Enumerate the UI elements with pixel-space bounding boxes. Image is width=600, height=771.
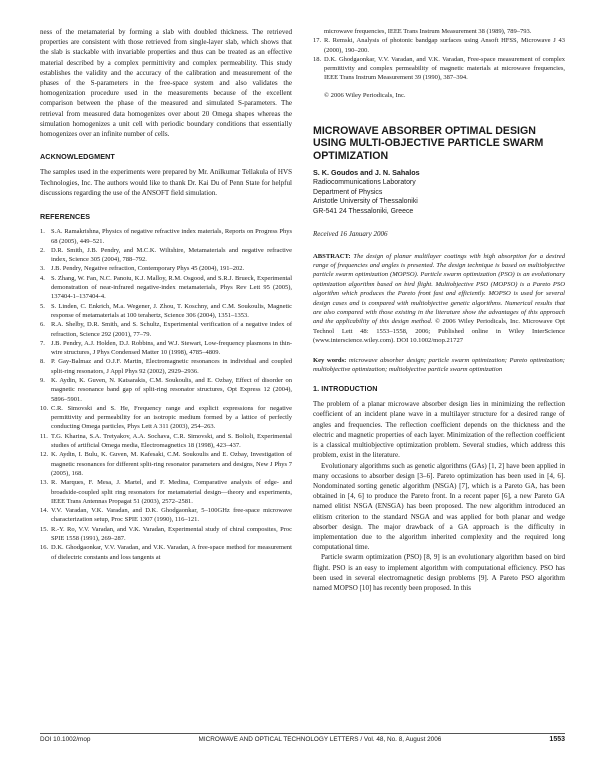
- reference-text: S. Zhang, W. Fan, N.C. Panoiu, K.J. Malloy, R.M. Osgood, and S.R.J. Brueck, Experimental demonstration of near-infrared negative-index metamaterials, Phys Rev Lett 95 (2005), 137404-1–137404-4.: [51, 274, 292, 301]
- reference-list-continued: [313, 27, 565, 36]
- reference-item: [40, 432, 292, 451]
- reference-number: 10.: [40, 404, 49, 412]
- reference-text: R. Remski, Analysis of photonic bandgap surfaces using Ansoft HFSS, Microwave J 43 (2000), 190–200.: [324, 37, 565, 54]
- affiliation-line: GR-541 24 Thessaloniki, Greece: [313, 207, 414, 215]
- article-authors: S. K. Goudos and J. N. Sahalos: [313, 168, 420, 178]
- reference-item: [40, 543, 292, 562]
- reference-number: 3.: [40, 265, 45, 273]
- introduction-heading: 1. INTRODUCTION: [313, 384, 378, 394]
- reference-text: C.R. Simovski and S. He, Frequency range and explicit expressions for negative permittivity and permeability for an isotropic medium formed by a lattice of perfectly conducting Omega particles, Phys Lett A 311 (2003), 254–263.: [51, 404, 292, 431]
- reference-number: 16.: [40, 544, 49, 552]
- keywords-list: microwave absorber design; particle swarm optimization; Pareto optimization; multiobjective optimization; multiobjective particle swarm optimization: [313, 356, 565, 373]
- page-number: 1553: [549, 736, 565, 743]
- copyright-notice: © 2006 Wiley Periodicals, Inc.: [324, 91, 406, 99]
- reference-item: microwave frequencies, IEEE Trans Instrum Measurement 38 (1989), 789–793.: [324, 28, 532, 35]
- reference-text: J.B. Pendry, A.J. Holden, D.J. Robbins, and W.J. Stewart, Low-frequency plasmons in thin-wire structures, J Phys Condensed Matter 10 (1998), 4785–4809.: [51, 339, 292, 357]
- affiliation-line: Department of Physics: [313, 188, 383, 196]
- reference-number: 7.: [40, 339, 45, 347]
- reference-number: 4.: [40, 274, 45, 282]
- reference-number: 1.: [40, 228, 45, 236]
- abstract-label: ABSTRACT:: [313, 252, 351, 260]
- reference-item: [40, 357, 292, 376]
- reference-text: S.A. Ramakrishna, Physics of negative refractive index materials, Reports on Progress Phys 68 (2005), 449–521.: [51, 228, 292, 245]
- reference-number: 8.: [40, 358, 45, 366]
- reference-text: J.B. Pendry, Negative refraction, Contemporary Phys 45 (2004), 191–202.: [51, 265, 245, 273]
- reference-item: [40, 227, 292, 246]
- reference-item: [40, 274, 292, 302]
- reference-item: [313, 55, 565, 83]
- introduction-paragraph: Particle swarm optimization (PSO) [8, 9] is an evolutionary algorithm based on bird flight. PSO is an easy to implement algorithm with computational efficiency. PSO has been used in several electromagnetic design problems [9]. A Pareto PSO algorithm named MOPSO [10] has recently been proposed. In this: [313, 553, 565, 592]
- reference-number: 2.: [40, 246, 45, 254]
- reference-number: 11.: [40, 432, 48, 440]
- acknowledgment-heading: ACKNOWLEDGMENT: [40, 152, 115, 162]
- reference-item: [40, 302, 292, 321]
- continued-paragraph: ness of the metamaterial by forming a slab with doubled thickness. The retrieved properties are consistent with those retrieved from single-layer slab, which shows that the slab is stackable with invariable properties and thus can be treated as an effective material described by a complex permittivity and complex permeability. This study establishes the validity and the accuracy of the calibration and measurement of the phases of the S-parameters in the free-space system and also validates the homogenization procedure used in the measurements because of the excellent comparison between the phase of the measured and simulated S-parameters. The retrieval from measured data homogenizes over about 20 Omega shapes whereas the simulation homogenizes a unit cell with periodic boundary conditions that essentially homogenizes over an infinite number of cells.: [40, 28, 292, 139]
- reference-list: [313, 36, 565, 82]
- introduction-paragraph: Evolutionary algorithms such as genetic algorithms (GAs) [1, 2] have been applied in many occasions to absorber design [3–6]. Pareto optimization has been used in [4, 6]. Nondominated sorting genetic algorithm (NSGA) [7], which is a Pareto GA, has been obtained in [4, 6] to produce the Pareto front. In a recent paper [6], a new Pareto GA named elitist NSGA (ENSGA) has been proposed. The new algorithm introduced an elitism criterion to the standard NSGA and was applied for both planar and wedge absorber design. The major drawback of a GA approach is the difficulty in implementation due to the algorithm inherited complexity and the required long computational time.: [313, 461, 565, 552]
- abstract-citation: © 2006 Wiley Periodicals, Inc. Microwave Opt Technol Lett 48: 1553–1558, 2006; Published online in Wiley InterScience (www.interscience.wiley.com). DOI 10.1002/mop.21727: [313, 318, 566, 345]
- reference-text: K. Aydin, I. Bulu, K. Guven, M. Kafesaki, C.M. Soukoulis and E. Ozbay, Investigation of magnetic resonances for different split-ring resonator parameters and designs, New J Phys 7 (2005), 168.: [51, 451, 292, 477]
- abstract-body: The design of planar multilayer coatings with high absorption for a desired range of frequencies and angles is presented. The design technique is based on multiobjective particle swarm optimization (MOPSO). Particle swarm optimization (PSO) is an evolutionary optimization algorithm based on bird flight. Multiobjective PSO (MOPSO) is a Pareto PSO algorithm which produces the Pareto front fast and efficiently. MOPSO is used for several design cases and is compared with multiobjective genetic algorithms. Numerical results that are also compared with those existing in the literature show the advantages of this approach and the applicability of this design method.: [313, 252, 565, 326]
- reference-text: D.K. Ghodgaonkar, V.V. Varadan, and V.K. Varadan, Free-space measurement of complex permittivity and complex permeability of magnetic materials at microwave frequencies, IEEE Trans Instrum Measurement 39 (1990), 387–394.: [324, 55, 565, 82]
- page-footer: [40, 733, 565, 743]
- references-heading: REFERENCES: [40, 212, 91, 222]
- reference-text: P. Gay-Balmaz and O.J.F. Martin, Electromagnetic resonances in individual and coupled split-ring resonators, J Appl Phys 92 (2002), 2929–2936.: [51, 358, 292, 375]
- reference-item: [40, 339, 292, 358]
- reference-number: 13.: [40, 479, 49, 487]
- acknowledgment-text: The samples used in the experiments were prepared by Mr. Anilkumar Tellakula of HVS Technologies, Inc. The authors would like to thank Dr. Kai Du of Penn State for helpful discussions regarding the use of the ANSOFT field simulation.: [40, 168, 292, 197]
- reference-item: [40, 246, 292, 265]
- reference-text: D.R. Smith, J.B. Pendry, and M.C.K. Wiltshire, Metamaterials and negative refractive index, Science 305 (2004), 788–792.: [51, 246, 292, 264]
- affiliation-line: Radiocommunications Laboratory: [313, 179, 416, 187]
- reference-number: 6.: [40, 321, 45, 329]
- reference-text: D.K. Ghodgaonkar, V.V. Varadan, and V.K. Varadan, A free-space method for measurement of dielectric constants and loss tangents at: [51, 544, 292, 561]
- affiliation-line: Aristotle University of Thessaloniki: [313, 198, 418, 206]
- reference-number: 12.: [40, 451, 49, 459]
- footer-journal: MICROWAVE AND OPTICAL TECHNOLOGY LETTERS / Vol. 48, No. 8, August 2006: [198, 736, 442, 743]
- reference-number: 5.: [40, 302, 45, 310]
- reference-text: K. Aydin, K. Guven, N. Katsarakis, C.M. Soukoulis, and E. Ozbay, Effect of disorder on magnetic resonance band gap of split-ring resonator structures, Opt Express 12 (2004), 5896–5901.: [51, 377, 292, 403]
- right-column: [313, 27, 565, 593]
- reference-item: [40, 506, 292, 525]
- reference-item: [40, 450, 292, 478]
- reference-number: 18.: [313, 55, 322, 63]
- reference-text: T.G. Kharina, S.A. Tretyakov, A.A. Sochava, C.R. Simovski, and S. Bolioli, Experimental studies of artificial Omega media, Electromagnetics 18 (1998), 423–437.: [51, 432, 292, 450]
- reference-number: 14.: [40, 507, 49, 515]
- reference-item: [40, 525, 292, 544]
- reference-text: R. Marques, F. Mesa, J. Martel, and F. Medina, Comparative analysis of edge- and broadside-coupled split ring resonators for metamaterial design—theory and experiments, IEEE Trans Antennas Propagat 51 (2003), 2572–2581.: [51, 479, 292, 505]
- received-date: Received 16 January 2006: [313, 230, 388, 239]
- affiliation: [313, 178, 565, 216]
- reference-item: [40, 404, 292, 432]
- introduction-paragraph: The problem of a planar microwave absorber design lies in minimizing the reflection coefficient of an incident plane wave in a multilayer structure for a desired range of angles and frequencies. The reflection coefficient depends on the thickness and the electric and magnetic properties of each layer. Minimization of the reflection coefficient is a classical multiobjective optimization problem. Several studies, which address this problem, exist in the literature.: [313, 400, 565, 460]
- footer-doi: DOI 10.1002/mop: [40, 736, 91, 743]
- reference-number: 15.: [40, 525, 49, 533]
- reference-number: 17.: [313, 37, 322, 45]
- article-title: MICROWAVE ABSORBER OPTIMAL DESIGN USING MULTI-OBJECTIVE PARTICLE SWARM OPTIMIZATION: [313, 124, 544, 162]
- reference-item: [40, 264, 292, 273]
- keywords: [313, 356, 565, 374]
- reference-text: V.V. Varadan, V.K. Varadan, and D.K. Ghodgaonkar, 5–100GHz free-space microwave characterization setup, Proc SPIE 1307 (1990), 116–121.: [51, 507, 292, 524]
- reference-list: [40, 227, 292, 562]
- left-column: [40, 27, 292, 562]
- reference-text: R.A. Shelby, D.R. Smith, and S. Schultz, Experimental verification of a negative index of refraction, Science 292 (2001), 77–79.: [51, 321, 292, 338]
- reference-number: 9.: [40, 377, 45, 384]
- reference-item: [313, 36, 565, 55]
- reference-text: R.-Y. Ro, V.V. Varadan, and V.K. Varadan, Experimental study of chiral composites, Proc SPIE 1558 (1991), 269–287.: [51, 525, 292, 543]
- abstract: [313, 252, 565, 346]
- reference-text: S. Linden, C. Enkrich, M.a. Wegener, J. Zhou, T. Koschny, and C.M. Soukoulis, Magnetic response of metamaterials at 100 terahertz, Science 306 (2004), 1351–1353.: [51, 302, 292, 319]
- reference-item: [40, 376, 292, 404]
- reference-item: [40, 320, 292, 339]
- reference-item: [40, 478, 292, 506]
- keywords-label: Key words:: [313, 356, 347, 364]
